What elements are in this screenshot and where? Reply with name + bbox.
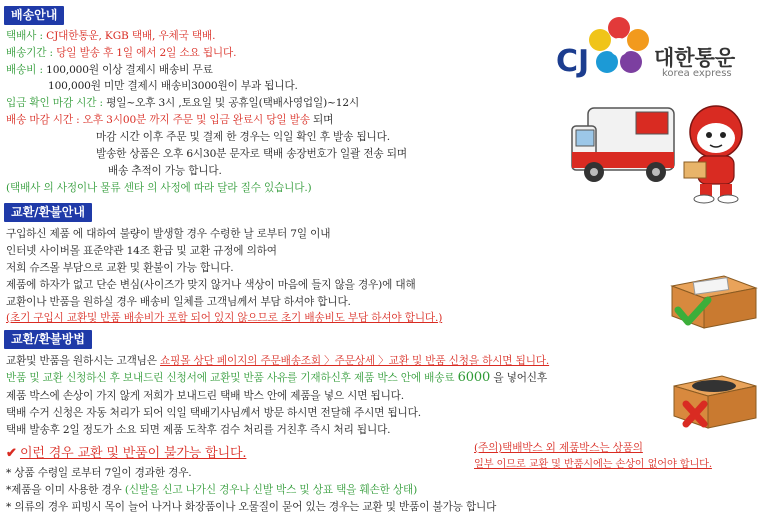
- fee-label: 배송비 :: [6, 64, 43, 76]
- shipping-header: 배송안내: [4, 6, 64, 25]
- cj-sub: korea express: [662, 68, 732, 79]
- cj-flower-icon: [584, 14, 654, 84]
- method-line4: 택배 수거 신청은 자동 처리가 되어 익일 택배기사님께서 방문 하시면 전달해 주시면 됩니다.: [6, 407, 421, 419]
- cj-text: CJ: [556, 44, 590, 79]
- exchange-info-line5: 교환이나 반품을 원하실 경우 배송비 일체를 고객님께서 부담 하셔야 합니다.: [6, 296, 351, 308]
- deposit-row: [6, 96, 359, 110]
- cutoff-line2: 마감 시간 이후 주문 및 결제 한 경우는 익일 확인 후 발송 됩니다.: [96, 131, 390, 143]
- fee-row: [6, 63, 213, 77]
- exchange-info-line6: (초기 구입시 교환및 반품 배송비가 포함 되어 있지 않으므로 초기 배송비도 부담 하셔야 합니다.): [6, 312, 443, 324]
- method-line1-a: 교환및 반품을 원하시는 고객님은: [6, 355, 157, 367]
- exchange-info-header: 교환/환불안내: [4, 203, 92, 222]
- cutoff-value: 오후 3시00분 까지 주문 및 입금 완료시 당일 발송: [82, 114, 310, 126]
- check-icon: ✔: [6, 446, 17, 461]
- method-line1-b: 쇼핑몰 상단 페이지의 주문배송조회 〉주문상세 〉교환 및 반품 신청을 하시면 됩니다.: [160, 355, 550, 367]
- cutoff-line4: 배송 추적이 가능 합니다.: [108, 165, 222, 177]
- shipping-note: (택배사 의 사정이나 물류 센타 의 사정에 따라 달라 질수 있습니다.): [6, 182, 312, 194]
- box-ok-icon: [664, 266, 764, 336]
- delivery-illustration: [566, 92, 766, 204]
- cutoff-value-tail: 되며: [313, 114, 334, 126]
- notice-item2-b: (신발을 신고 나가신 경우나 신발 박스 및 상표 택을 훼손한 상태): [124, 484, 418, 496]
- cj-logo: [556, 14, 756, 86]
- method-line5: 택배 발송후 2일 정도가 소요 되면 제품 도착후 검수 처리를 거친후 즉시 처리 됩니다.: [6, 424, 391, 436]
- method-line2-num: 6000: [457, 370, 491, 385]
- method-line3: 제품 박스에 손상이 가지 않게 저희가 보내드린 택배 박스 안에 제품을 넣으 시면 됩니다.: [6, 390, 404, 402]
- courier-row: [6, 29, 215, 43]
- notice-item2-a: *제품을 이미 사용한 경우: [6, 484, 122, 496]
- caution-line2: 일부 이므로 교환 및 반품시에는 손상이 없어야 합니다.: [474, 459, 712, 470]
- deposit-label: 입금 확인 마감 시간 :: [6, 97, 103, 109]
- notice-title-row: [6, 447, 246, 461]
- period-row: [6, 46, 236, 60]
- courier-label: 택배사 :: [6, 30, 43, 42]
- box-no-illustration: [664, 364, 764, 436]
- fee-line2: 100,000원 미만 결제시 배송비3000원이 부과 됩니다.: [48, 80, 298, 92]
- period-value: 당일 발송 후 1일 에서 2일 소요 됩니다.: [56, 47, 237, 59]
- cutoff-label: 배송 마감 시간 :: [6, 114, 80, 126]
- notice-item3: * 의류의 경우 피빙시 목이 늘어 나거나 화장품이나 오물질이 묻어 있는 경우는 교환 및 반품이 불가능 합니다: [6, 501, 497, 513]
- notice-item2: [6, 483, 417, 497]
- delivery-truck-icon: [566, 92, 766, 204]
- method-line2-a: 반품 및 교환 신청하신 후 보내드린 신청서에 교환및 반품 사유를 기재하신후 제품 박스 안에 배송료: [6, 372, 455, 384]
- box-ok-illustration: [664, 266, 764, 336]
- exchange-info-line2: 인터넷 사이버몰 표준약관 14조 환급 및 교환 규정에 의하여: [6, 245, 277, 257]
- notice-item1: * 상품 수령일 로부터 7일이 경과한 경우.: [6, 467, 192, 479]
- method-line2-b: 을 넣어신후: [493, 372, 547, 384]
- cutoff-row: [6, 113, 333, 127]
- courier-value: CJ대한통운, KGB 택배, 우체국 택배.: [46, 30, 216, 42]
- period-label: 배송기간 :: [6, 47, 53, 59]
- notice-title: 이런 경우 교환 및 반품이 불가능 합니다.: [19, 446, 247, 461]
- exchange-info-line4: 제품에 하자가 없고 단순 변심(사이즈가 맞지 않거나 색상이 마음에 들지 않을 경우)에 대해: [6, 279, 416, 291]
- cj-name: 대한통운: [654, 46, 736, 70]
- deposit-value: 평일~오후 3시 ,토요일 및 공휴일(택배사영업일)~12시: [106, 97, 360, 109]
- box-no-icon: [664, 364, 764, 436]
- fee-line1: 100,000원 이상 결제시 배송비 무료: [46, 64, 213, 76]
- exchange-info-line1: 구입하신 제품 에 대하여 불량이 발생할 경우 수령한 날 로부터 7일 이내: [6, 228, 331, 240]
- exchange-info-line3: 저희 슈즈몰 부담으로 교환 및 환불이 가능 합니다.: [6, 262, 234, 274]
- caution-line1: (주의)택배박스 외 제품박스는 상품의: [474, 442, 643, 454]
- cutoff-line3: 발송한 상품은 오후 6시30분 문자로 택배 송장번호가 일괄 전송 되며: [96, 148, 407, 160]
- exchange-method-header: 교환/환불방법: [4, 330, 92, 349]
- method-line1: [6, 354, 549, 368]
- method-line2: [6, 371, 547, 385]
